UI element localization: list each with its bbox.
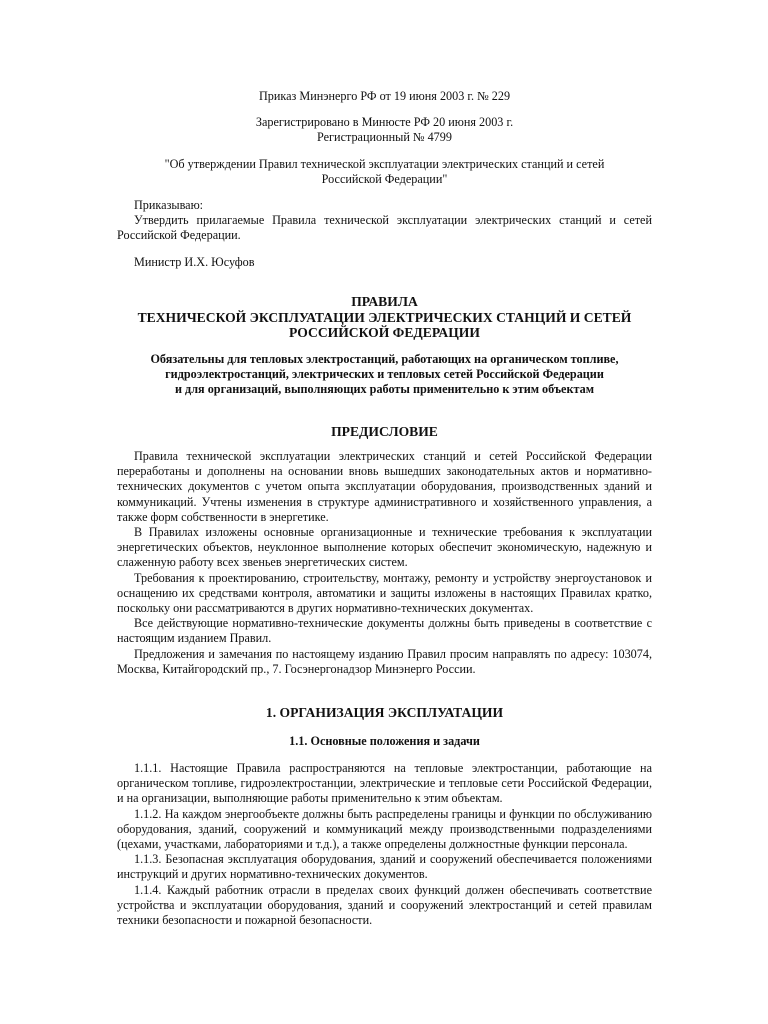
- preface-paragraph: В Правилах изложены основные организационные и технические требования к эксплуатации энергетических объектов, неуклонное выполнение которых обеспечит экономическую, надежную и слаженную работу всех звеньев энергетических систем.: [117, 525, 652, 570]
- preface-paragraph: Требования к проектированию, строительству, монтажу, ремонту и устройству энергоустановок и оснащению их средствами контроля, автоматики и защиты изложены в настоящих Правилах кратко, поскольку они рассматриваются в других нормативно-технических документах.: [117, 570, 652, 616]
- order-subject: "Об утверждении Правил технической эксплуатации электрических станций и сетей Российской Федерации": [164, 157, 605, 187]
- preface-heading: ПРЕДИСЛОВИЕ: [331, 424, 438, 439]
- section-heading: 1. ОРГАНИЗАЦИЯ ЭКСПЛУАТАЦИИ: [265, 705, 504, 720]
- section-body: [117, 761, 652, 928]
- preface-paragraph: Все действующие нормативно-технические документы должны быть приведены в соответствие с настоящим изданием Правил.: [117, 616, 652, 646]
- registration-info: Зарегистрировано в Минюсте РФ 20 июня 2003 г. Регистрационный № 4799: [255, 115, 514, 145]
- subsection-heading: 1.1. Основные положения и задачи: [289, 734, 480, 748]
- section-paragraph: 1.1.3. Безопасная эксплуатация оборудования, зданий и сооружений обеспечивается положениями инструкций и других нормативно-технических документов.: [117, 852, 652, 882]
- section-paragraph: 1.1.2. На каждом энергообъекте должны быть распределены границы и функции по обслуживанию оборудования, зданий, сооружений и коммуникаций между производственными подразделениями (цехами, участками, лабораториями и т.д.), а также определены должностные функции персонала.: [117, 806, 652, 852]
- preface-paragraph: Правила технической эксплуатации электрических станций и сетей Российской Федерации переработаны и дополнены на основании вновь вышедших законодательных актов и нормативно-технических документов с учетом опыта эксплуатации оборудования, производственных зданий и коммуникаций. Учтены изменения в структуре административного и хозяйственного управления, а также форм собственности в энергетике.: [117, 449, 652, 524]
- section-paragraph: 1.1.4. Каждый работник отрасли в пределах своих функций должен обеспечивать соответствие устройства и эксплуатации оборудования, зданий и сооружений электростанций и сетей правилам техники безопасности и пожарной безопасности.: [117, 882, 652, 928]
- rules-scope: Обязательны для тепловых электростанций, работающих на органическом топливе, гидроэлектростанций, электрических и тепловых сетей Российской Федерации и для организаций, выполняющих работы применительно к этим объектам: [150, 352, 619, 397]
- rules-title: ПРАВИЛА ТЕХНИЧЕСКОЙ ЭКСПЛУАТАЦИИ ЭЛЕКТРИЧЕСКИХ СТАНЦИЙ И СЕТЕЙ РОССИЙСКОЙ ФЕДЕРАЦИИ: [137, 294, 632, 340]
- order-title: Приказ Минэнерго РФ от 19 июня 2003 г. № 229: [258, 89, 511, 103]
- section-paragraph: 1.1.1. Настоящие Правила распространяются на тепловые электростанции, работающие на органическом топливе, гидроэлектростанции, электрические и тепловые сети Российской Федерации, и на организации, выполняющие работы применительно к этим объектам.: [117, 761, 652, 806]
- order-body: Приказываю: Утвердить прилагаемые Правила технической эксплуатации электрических станций и сетей Российской Федерации.: [117, 198, 652, 243]
- preface-body: [117, 449, 652, 677]
- minister-signature: Министр И.Х. Юсуфов: [134, 255, 255, 269]
- preface-paragraph: Предложения и замечания по настоящему изданию Правил просим направлять по адресу: 103074, Москва, Китайгородский пр., 7. Госэнергонадзор Минэнерго России.: [117, 646, 652, 676]
